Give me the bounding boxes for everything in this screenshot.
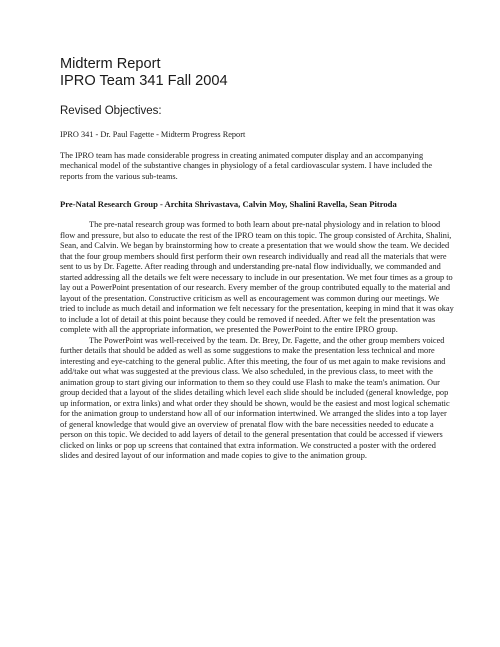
body-paragraph <box>60 220 454 336</box>
title-line-1: Midterm Report <box>60 56 161 72</box>
intro-paragraph: The IPRO team has made considerable progress in creating animated computer display and an accompanying mechanical model of the substantive changes in physiology of a fetal cardiovascular system. I have included the reports from the various sub-teams. <box>60 150 433 181</box>
body-paragraph <box>60 336 454 462</box>
report-line: IPRO 341 - Dr. Paul Fagette - Midterm Progress Report <box>60 130 246 139</box>
document-title <box>60 56 454 90</box>
objectives-heading: Revised Objectives: <box>60 105 162 117</box>
document-page <box>60 56 454 462</box>
group-heading: Pre-Natal Research Group - Archita Shrivastava, Calvin Moy, Shalini Ravella, Sean Pitroda <box>60 199 397 209</box>
paragraph-2-text: The PowerPoint was well-received by the team. Dr. Brey, Dr. Fagette, and the other group members voiced further details that should be added as well as some suggestions to make the presentation less technical and more interesting and eye-catching to the general public. After this meeting, the four of us met again to make revisions and add/take out what was suggested at the previous class. We also scheduled, in the previous class, to meet with the animation group to start giving our information to them so they could use Flash to make the team's animation. Our group decided that a layout of the slides detailing which level each slide should be included (general knowledge, pop up information, or extra links) and what order they should be shown, would be the easiest and most logical schematic for the animation group to understand how all of our information intertwined. We arranged the slides into a top layer of general knowledge that would give an overview of prenatal flow with the bare necessities needed to educate a person on this topic. We decided to add layers of detail to the general presentation that could be accessed if viewers clicked on links or pop up screens that contained that extra information. We constructed a poster with the ordered slides and desired layout of our information and made copies to give to the animation group. <box>60 335 450 460</box>
paragraph-1-text: The pre-natal research group was formed to both learn about pre-natal physiology and in relation to blood flow and pressure, but also to educate the rest of the IPRO team on this topic. The group consisted of Archita, Shalini, Sean, and Calvin. We began by brainstorming how to create a presentation that we would show the team. We decided that the four group members should first perform their own research individually and read all the materials that were sent to us by Dr. Fagette. After reading through and understanding pre-natal flow individually, we commanded and started addressing all the details we felt were necessary to include in our presentation. We met four times as a group to lay out a PowerPoint presentation of our research. Every member of the group contributed equally to the material and layout of the presentation. Constructive criticism as well as encouragement was common during our meetings. We tried to include as much detail and information we felt necessary for the presentation, keeping in mind that it was okay to include a lot of detail at this point because they could be removed if needed. After we felt the presentation was complete with all the appropriate information, we presented the PowerPoint to the entire IPRO group. <box>60 220 454 334</box>
title-line-2: IPRO Team 341 Fall 2004 <box>60 73 228 89</box>
